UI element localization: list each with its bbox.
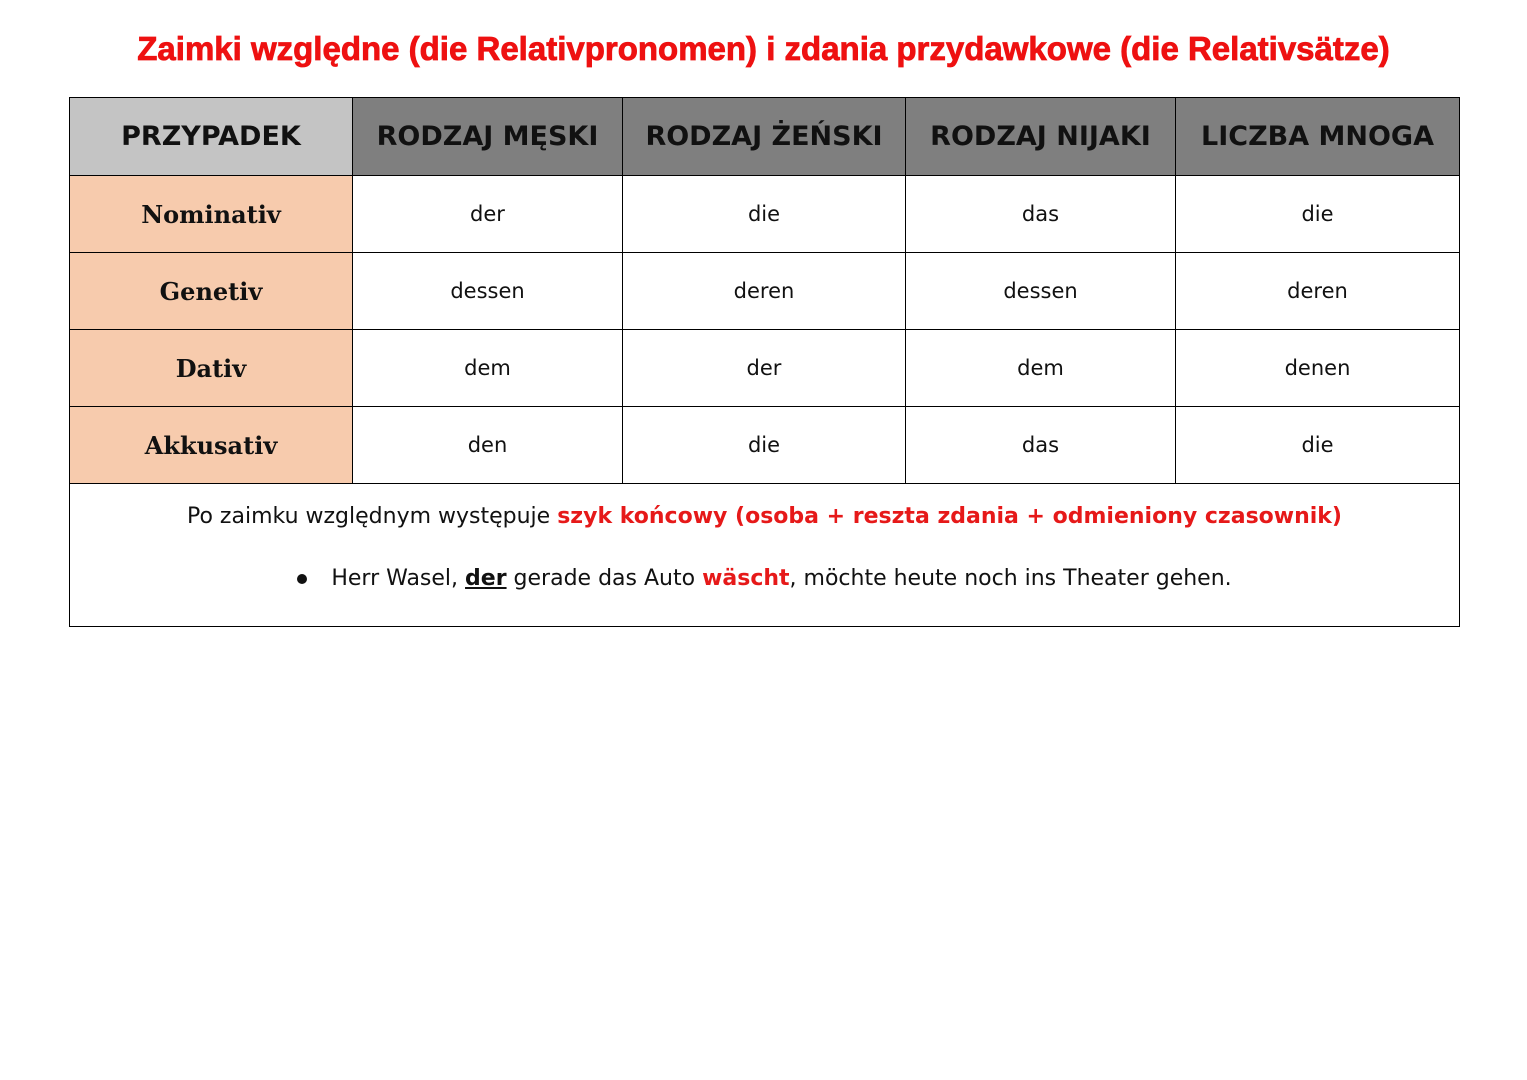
table-header-row <box>70 98 1460 176</box>
example-part: gerade das Auto <box>506 566 703 591</box>
table-row <box>70 253 1460 330</box>
pronoun-cell: dem <box>906 330 1176 407</box>
case-label: Dativ <box>70 330 353 407</box>
table-row <box>70 407 1460 484</box>
case-label: Akkusativ <box>70 407 353 484</box>
pronoun-cell: dessen <box>353 253 623 330</box>
header-plural: LICZBA MNOGA <box>1176 98 1460 176</box>
case-label: Nominativ <box>70 176 353 253</box>
rule-text: Po zaimku względnym występuje <box>187 504 558 529</box>
example-verb: wäscht <box>702 566 790 591</box>
example-part: Herr Wasel, <box>331 566 466 591</box>
pronoun-cell: der <box>353 176 623 253</box>
header-neuter: RODZAJ NIJAKI <box>906 98 1176 176</box>
header-feminine: RODZAJ ŻEŃSKI <box>623 98 906 176</box>
table-row <box>70 330 1460 407</box>
pronoun-cell: die <box>1176 176 1460 253</box>
example-sentence <box>297 564 1231 594</box>
header-masculine: RODZAJ MĘSKI <box>353 98 623 176</box>
pronoun-cell: der <box>623 330 906 407</box>
word-order-rule <box>70 502 1459 532</box>
case-label: Genetiv <box>70 253 353 330</box>
note-cell <box>70 484 1460 627</box>
table-row <box>70 176 1460 253</box>
pronoun-cell: den <box>353 407 623 484</box>
relative-pronoun-table <box>69 97 1460 627</box>
pronoun-cell: dessen <box>906 253 1176 330</box>
pronoun-cell: deren <box>623 253 906 330</box>
pronoun-cell: das <box>906 407 1176 484</box>
header-case: PRZYPADEK <box>70 98 353 176</box>
pronoun-cell: dem <box>353 330 623 407</box>
pronoun-cell: deren <box>1176 253 1460 330</box>
pronoun-cell: die <box>623 176 906 253</box>
pronoun-cell: die <box>1176 407 1460 484</box>
example-pronoun: der <box>465 566 507 591</box>
example-part: , möchte heute noch ins Theater gehen. <box>789 566 1232 591</box>
page-title: Zaimki względne (die Relativpronomen) i zdania przydawkowe (die Relativsätze) <box>137 30 1390 67</box>
rule-highlight: szyk końcowy (osoba + reszta zdania + odmieniony czasownik) <box>557 504 1342 529</box>
note-row <box>70 484 1460 627</box>
pronoun-cell: denen <box>1176 330 1460 407</box>
bullet-icon <box>297 574 307 584</box>
pronoun-cell: die <box>623 407 906 484</box>
pronoun-cell: das <box>906 176 1176 253</box>
